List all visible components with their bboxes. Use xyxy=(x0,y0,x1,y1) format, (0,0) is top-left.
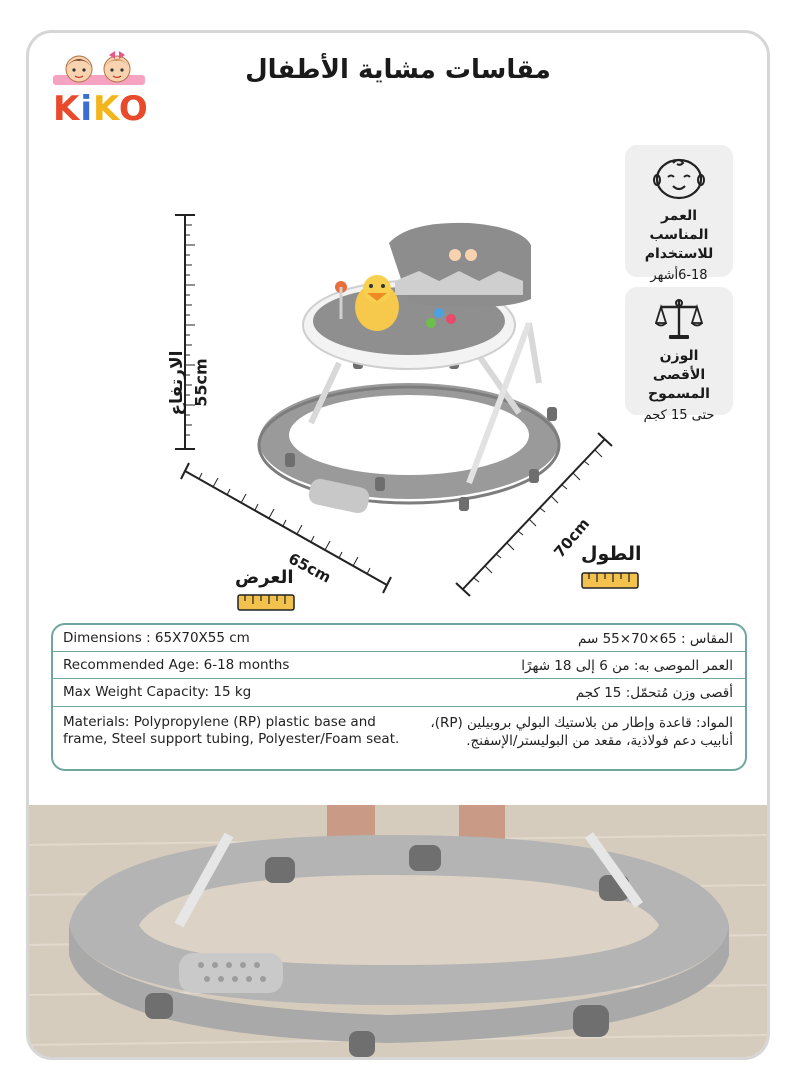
spec-table xyxy=(51,623,747,771)
spec-en: Dimensions : 65X70X55 cm xyxy=(63,630,250,646)
age-card-title: العمر المناسب للاستخدام xyxy=(644,208,714,262)
weight-card-value: حتى 15 كجم xyxy=(643,408,715,423)
spec-en: Materials: Polypropylene (RP) plastic base and frame, Steel support tubing, Polyester/Foam seat. xyxy=(63,714,400,747)
spec-ar: المقاس : 65×70×55 سم xyxy=(577,631,733,647)
width-value: 65cm xyxy=(285,549,334,587)
height-value: 55cm xyxy=(191,358,211,407)
spec-en: Recommended Age: 6-18 months xyxy=(63,657,290,673)
width-ruler-icon xyxy=(237,593,295,613)
spec-row xyxy=(53,679,745,707)
weight-card xyxy=(625,287,733,423)
length-ruler-icon xyxy=(581,571,639,591)
brand-wordmark: KiKO xyxy=(53,89,149,129)
age-card xyxy=(625,145,733,283)
baby-faces-logo-icon xyxy=(49,49,149,89)
spec-ar: أقصى وزن مُتحمّل: 15 كجم xyxy=(575,685,733,701)
spec-row xyxy=(53,625,745,652)
height-label: الارتفاع xyxy=(167,350,187,416)
page-frame xyxy=(26,30,770,1060)
spec-en: Max Weight Capacity: 15 kg xyxy=(63,684,252,700)
walker-dimension-diagram xyxy=(119,183,642,623)
spec-row xyxy=(53,652,745,679)
spec-ar: المواد: قاعدة وإطار من بلاستيك البولي بروبيلين (RP)، أنابيب دعم فولاذية، مقعد من البوليستر/الإسفنج. xyxy=(430,715,733,749)
length-value: 70cm xyxy=(550,514,594,562)
walker-base-photo xyxy=(29,805,767,1060)
spec-row xyxy=(53,707,745,771)
width-label: العرض xyxy=(235,567,294,588)
weight-card-title: الوزن الأقصى المسموح xyxy=(648,348,710,402)
brand-logo xyxy=(41,47,153,127)
page-title: مقاسات مشاية الأطفال xyxy=(245,55,551,85)
baby-walker-drawing xyxy=(259,223,559,515)
scale-icon xyxy=(655,297,703,341)
spec-ar: العمر الموصى به: من 6 إلى 18 شهرًا xyxy=(521,658,733,674)
age-card-value: 6-18أشهر xyxy=(650,268,708,283)
length-label: الطول xyxy=(581,543,642,565)
baby-face-icon xyxy=(653,155,705,201)
